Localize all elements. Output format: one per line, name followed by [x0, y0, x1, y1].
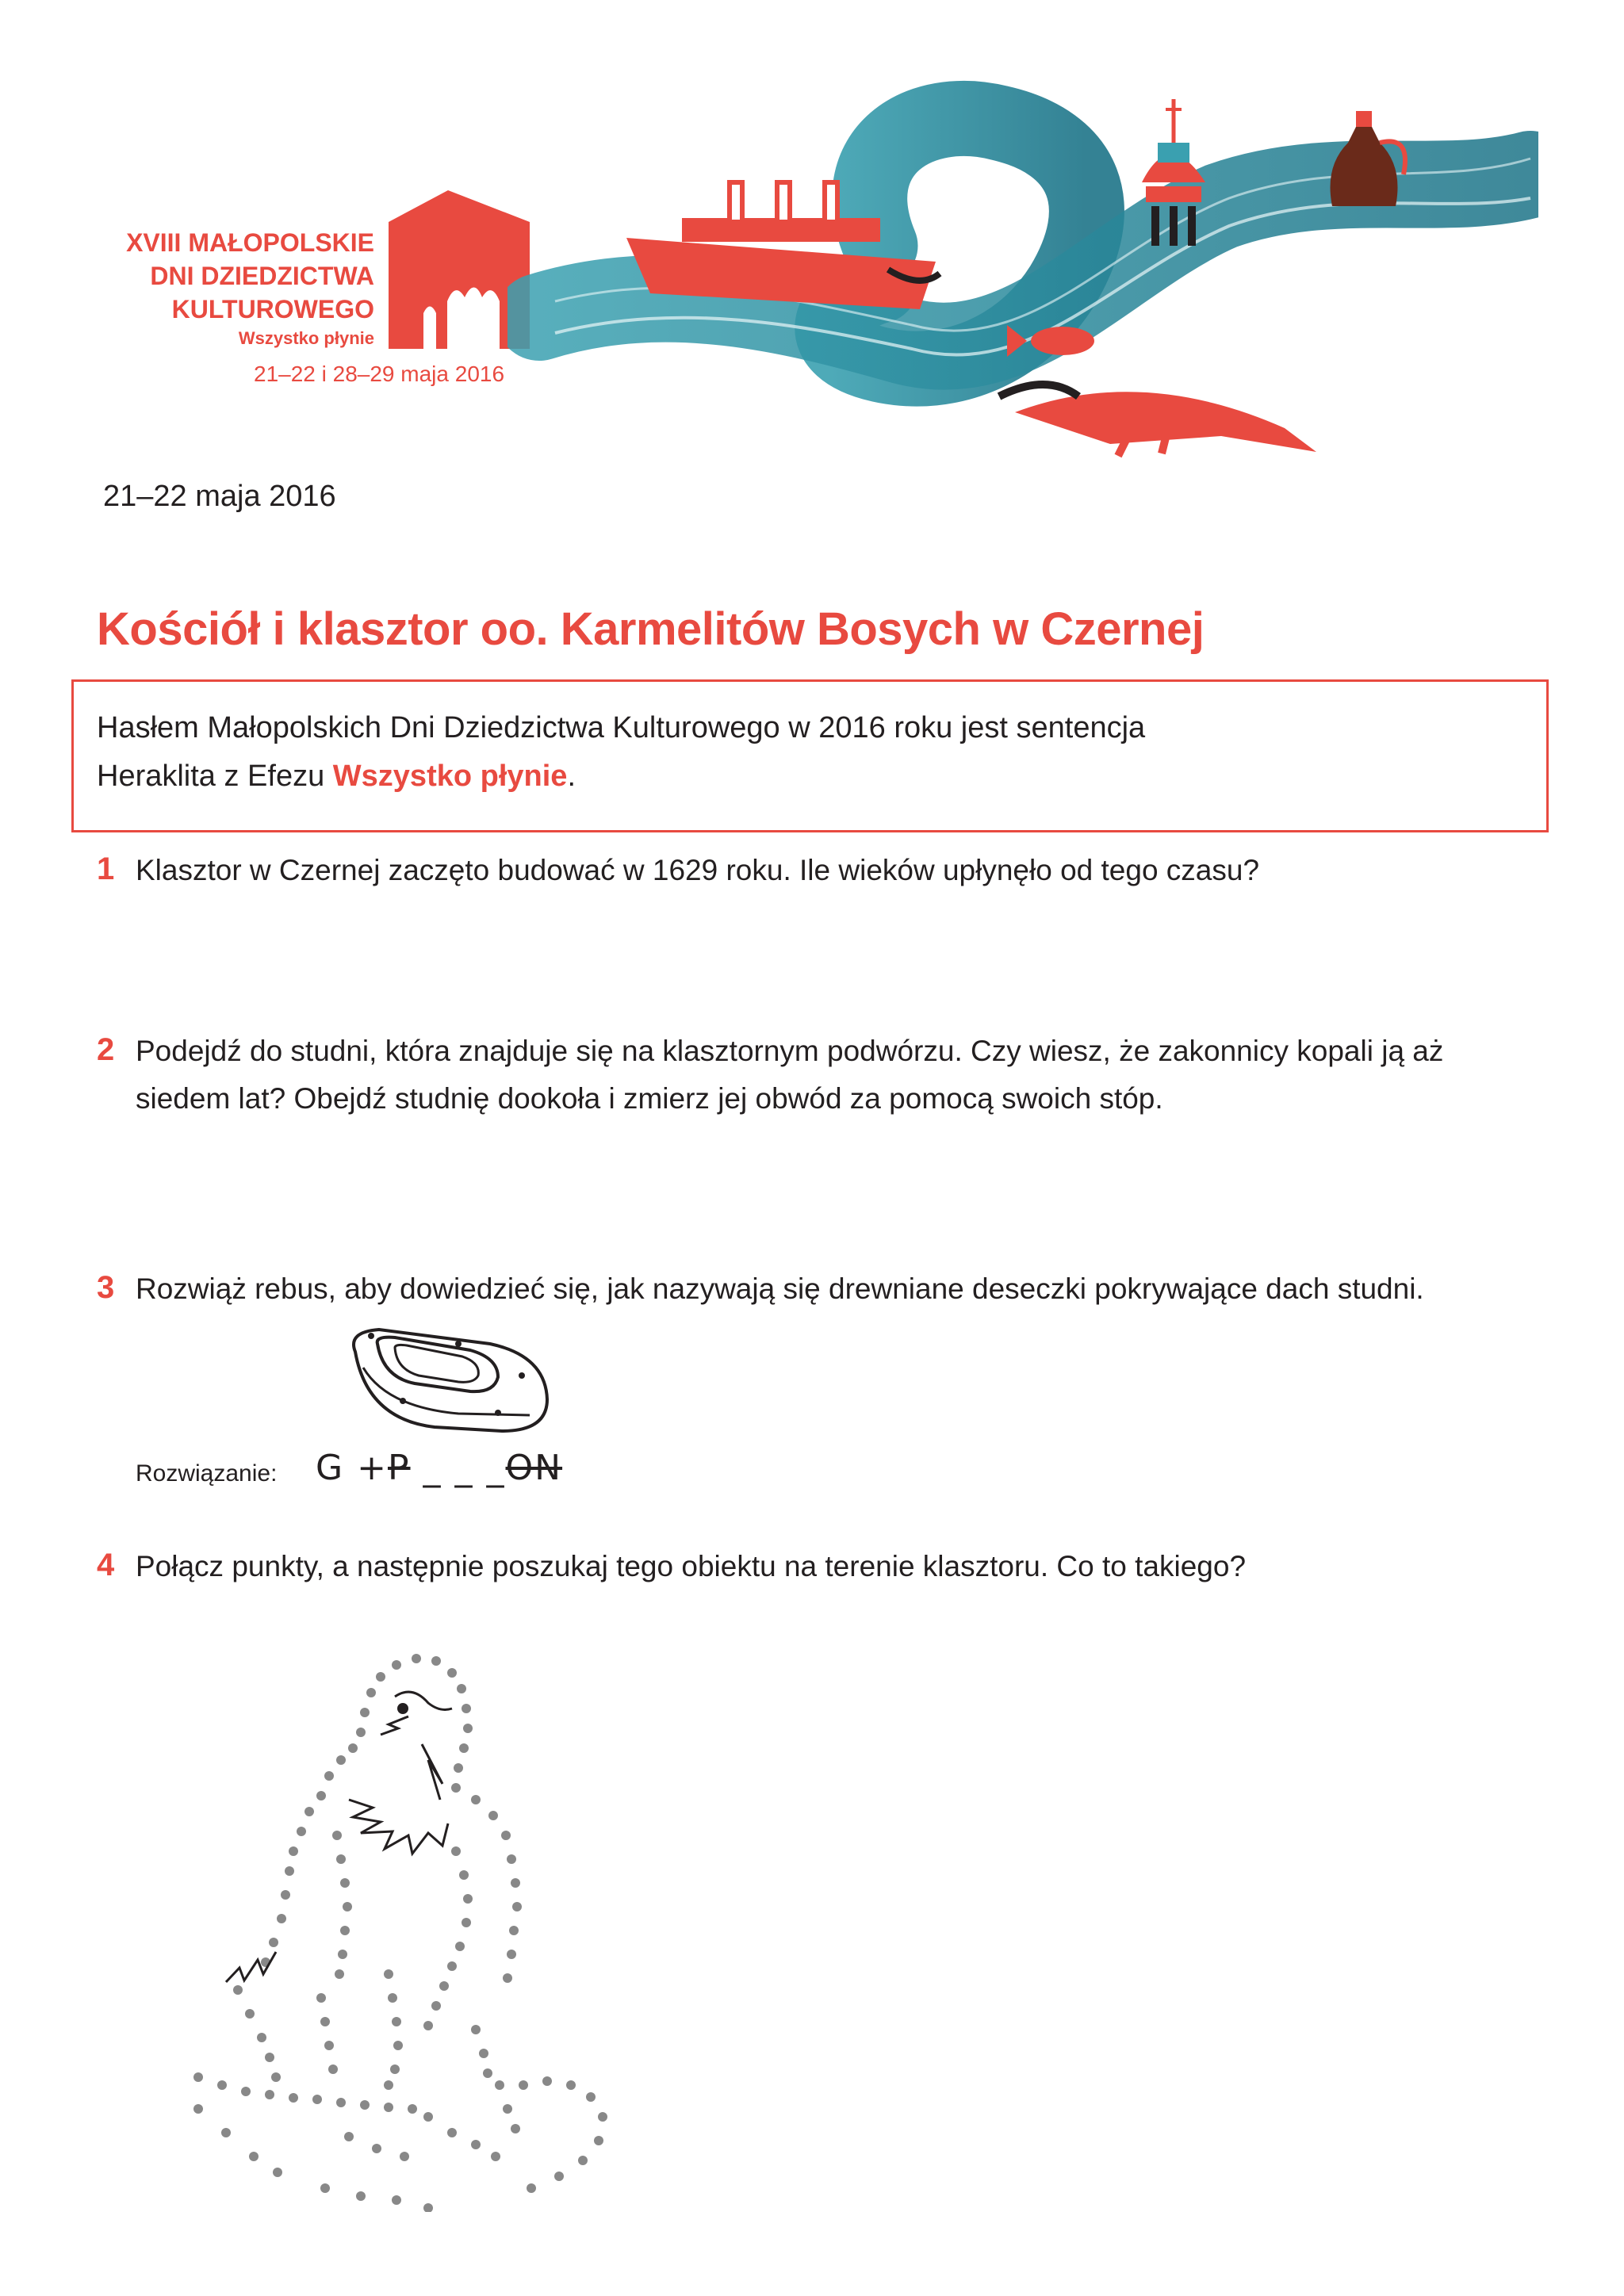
puzzle-dot	[507, 1854, 516, 1864]
puzzle-dot	[289, 1846, 298, 1856]
puzzle-dot	[423, 2112, 433, 2122]
puzzle-dot	[554, 2172, 564, 2181]
pontoon-boat-icon	[339, 1320, 553, 1439]
logo-dates: 21–22 i 28–29 maja 2016	[254, 362, 505, 386]
puzzle-dot	[289, 2093, 298, 2103]
festival-logo-text	[95, 226, 374, 351]
puzzle-dot	[457, 1684, 466, 1693]
puzzle-dot	[598, 2112, 607, 2122]
puzzle-dot	[491, 2152, 500, 2161]
puzzle-dot	[245, 2009, 255, 2019]
puzzle-dot	[479, 2049, 488, 2058]
puzzle-dot	[338, 1950, 347, 1959]
puzzle-dot	[463, 1894, 473, 1904]
puzzle-dot	[340, 1878, 350, 1888]
puzzle-dot	[471, 2140, 481, 2149]
puzzle-dot	[566, 2080, 576, 2090]
puzzle-dot	[356, 1728, 366, 1737]
puzzle-dot	[447, 1961, 457, 1971]
river-wave-illustration	[508, 79, 1538, 460]
puzzle-dot	[281, 1890, 290, 1900]
question-1-text	[136, 847, 1531, 894]
motto-box	[71, 679, 1549, 832]
question-1-number: 1	[97, 851, 115, 886]
puzzle-dot	[594, 2136, 603, 2145]
puzzle-dot	[356, 2191, 366, 2201]
rebus-solution	[316, 1448, 562, 1488]
puzzle-dot	[316, 1993, 326, 2003]
puzzle-dot	[451, 1783, 461, 1793]
puzzle-dot	[372, 2144, 381, 2153]
puzzle-dot	[519, 2080, 528, 2090]
puzzle-dot	[459, 1743, 469, 1753]
puzzle-dot	[249, 2152, 259, 2161]
puzzle-dot	[392, 2195, 401, 2205]
motto-line-2	[97, 760, 576, 794]
puzzle-dot	[495, 2080, 504, 2090]
puzzle-dot	[348, 1743, 358, 1753]
puzzle-dot	[511, 2124, 520, 2133]
event-date: 21–22 maja 2016	[103, 480, 336, 513]
puzzle-dot	[454, 1763, 463, 1773]
puzzle-dot	[269, 1938, 278, 1947]
puzzle-dot	[390, 2064, 400, 2074]
question-2-line-1: Podejdź do studni, która znajduje się na klasztornym podwórzu. Czy wiesz, że zakonnicy kopali ją aż	[136, 1035, 1444, 1067]
rebus-blanks: _ _ _	[423, 1448, 506, 1488]
puzzle-dot	[297, 1827, 306, 1836]
puzzle-dot	[447, 1668, 457, 1678]
puzzle-dot	[376, 1672, 385, 1682]
motto-highlight: Wszystko płynie	[332, 760, 568, 793]
puzzle-dot	[257, 2033, 266, 2042]
puzzle-dot	[459, 1870, 469, 1880]
question-4-number: 4	[97, 1548, 115, 1582]
puzzle-dot	[412, 1654, 421, 1663]
puzzle-dot	[578, 2156, 588, 2165]
puzzle-dot	[241, 2087, 251, 2096]
puzzle-dot	[471, 2025, 481, 2034]
puzzle-dot	[328, 2064, 338, 2074]
puzzle-dot	[312, 2095, 322, 2104]
puzzle-dot	[503, 1973, 512, 1983]
motto-text: Heraklita z Efezu	[97, 760, 333, 793]
puzzle-dot	[217, 2080, 227, 2090]
puzzle-dot	[271, 2072, 281, 2082]
puzzle-dot	[335, 1969, 344, 1979]
puzzle-dot	[336, 2098, 346, 2107]
question-2-line-2: siedem lat? Obejdź studnię dookoła i zmierz jej obwód za pomocą swoich stóp.	[136, 1082, 1163, 1115]
motto-line-1: Hasłem Małopolskich Dni Dziedzictwa Kulturowego w 2016 roku jest sentencja	[97, 711, 1146, 744]
logo-line-1: XVIII MAŁOPOLSKIE	[126, 228, 374, 257]
puzzle-dot	[265, 2053, 274, 2062]
puzzle-dot	[343, 1902, 352, 1911]
question-4-text	[136, 1543, 1531, 1590]
rebus-letter-g: G	[316, 1448, 345, 1488]
puzzle-dot	[512, 1902, 522, 1911]
puzzle-dot	[462, 1918, 471, 1927]
puzzle-dot	[340, 1926, 350, 1935]
puzzle-dot	[360, 1708, 370, 1717]
puzzle-dot	[336, 1755, 346, 1765]
puzzle-dot	[392, 2017, 401, 2026]
solution-label: Rozwiązanie:	[136, 1460, 278, 1487]
rebus-crossed-p: P	[387, 1448, 411, 1488]
rebus-plus: +	[357, 1448, 388, 1488]
puzzle-dot	[320, 2183, 330, 2193]
puzzle-dot	[324, 2041, 334, 2050]
puzzle-dot	[447, 2128, 457, 2137]
puzzle-dot	[388, 1993, 397, 2003]
puzzle-dot	[392, 1660, 401, 1670]
puzzle-dot	[511, 1878, 520, 1888]
question-4-line-1: Połącz punkty, a następnie poszukaj tego obiektu na terenie klasztoru. Co to takiego?	[136, 1550, 1247, 1582]
logo-subtitle: Wszystko płynie	[238, 328, 374, 348]
puzzle-dot	[527, 2183, 536, 2193]
puzzle-dot	[503, 2104, 512, 2114]
puzzle-dot	[400, 2152, 409, 2161]
puzzle-dot	[439, 1981, 449, 1991]
question-2-number: 2	[97, 1032, 115, 1067]
puzzle-dot	[507, 1950, 516, 1959]
puzzle-dot	[384, 2080, 393, 2090]
puzzle-dot	[501, 1831, 511, 1840]
puzzle-dot	[509, 1926, 519, 1935]
puzzle-dot	[221, 2128, 231, 2137]
puzzle-dot	[462, 1704, 471, 1713]
puzzle-dot	[360, 2100, 370, 2110]
puzzle-dot	[332, 1831, 342, 1840]
question-3-number: 3	[97, 1270, 115, 1305]
puzzle-dot	[451, 1846, 461, 1856]
puzzle-dot	[277, 1914, 286, 1923]
puzzle-dot	[285, 1866, 294, 1876]
motto-period: .	[567, 760, 576, 793]
puzzle-dot	[320, 2017, 330, 2026]
question-1-line-1: Klasztor w Czernej zaczęto budować w 1629 roku. Ile wieków upłynęło od tego czasu?	[136, 854, 1260, 886]
puzzle-dot	[423, 2021, 433, 2030]
puzzle-dot	[488, 1811, 498, 1820]
rebus-crossed-on: ON	[505, 1448, 563, 1488]
question-2-text	[136, 1027, 1531, 1123]
puzzle-dot	[408, 2104, 417, 2114]
logo-line-3: KULTUROWEGO	[171, 295, 374, 323]
puzzle-dot	[431, 2001, 441, 2011]
connect-the-dots-puzzle	[190, 1641, 698, 2212]
puzzle-dot	[431, 1656, 441, 1666]
puzzle-dot	[193, 2072, 203, 2082]
puzzle-dot	[336, 1854, 346, 1864]
puzzle-dot	[384, 1969, 393, 1979]
puzzle-dot	[265, 2090, 274, 2099]
logo-line-2: DNI DZIEDZICTWA	[150, 262, 374, 290]
puzzle-dot	[233, 1985, 243, 1995]
puzzle-dot	[384, 2103, 393, 2112]
puzzle-dot	[586, 2092, 596, 2102]
puzzle-dot	[366, 1688, 376, 1697]
puzzle-dot	[423, 2203, 433, 2212]
chapel-icon	[1142, 99, 1205, 246]
puzzle-dot	[304, 1807, 314, 1816]
crocodile-icon	[999, 385, 1316, 456]
puzzle-dot	[463, 1724, 473, 1733]
puzzle-dot	[471, 1795, 481, 1804]
puzzle-dot	[316, 1791, 326, 1800]
puzzle-dot	[455, 1942, 465, 1951]
question-3-line-1: Rozwiąż rebus, aby dowiedzieć się, jak nazywają się drewniane deseczki pokrywające dach studni.	[136, 1272, 1424, 1305]
page-title: Kościół i klasztor oo. Karmelitów Bosych w Czernej	[97, 603, 1205, 655]
puzzle-dot	[273, 2168, 282, 2177]
puzzle-dot	[483, 2068, 492, 2078]
puzzle-dot	[393, 2041, 403, 2050]
puzzle-dot	[193, 2104, 203, 2114]
puzzle-dot	[344, 2132, 354, 2141]
puzzle-dot	[542, 2076, 552, 2086]
question-3-text	[136, 1265, 1531, 1313]
puzzle-dot	[324, 1771, 334, 1781]
